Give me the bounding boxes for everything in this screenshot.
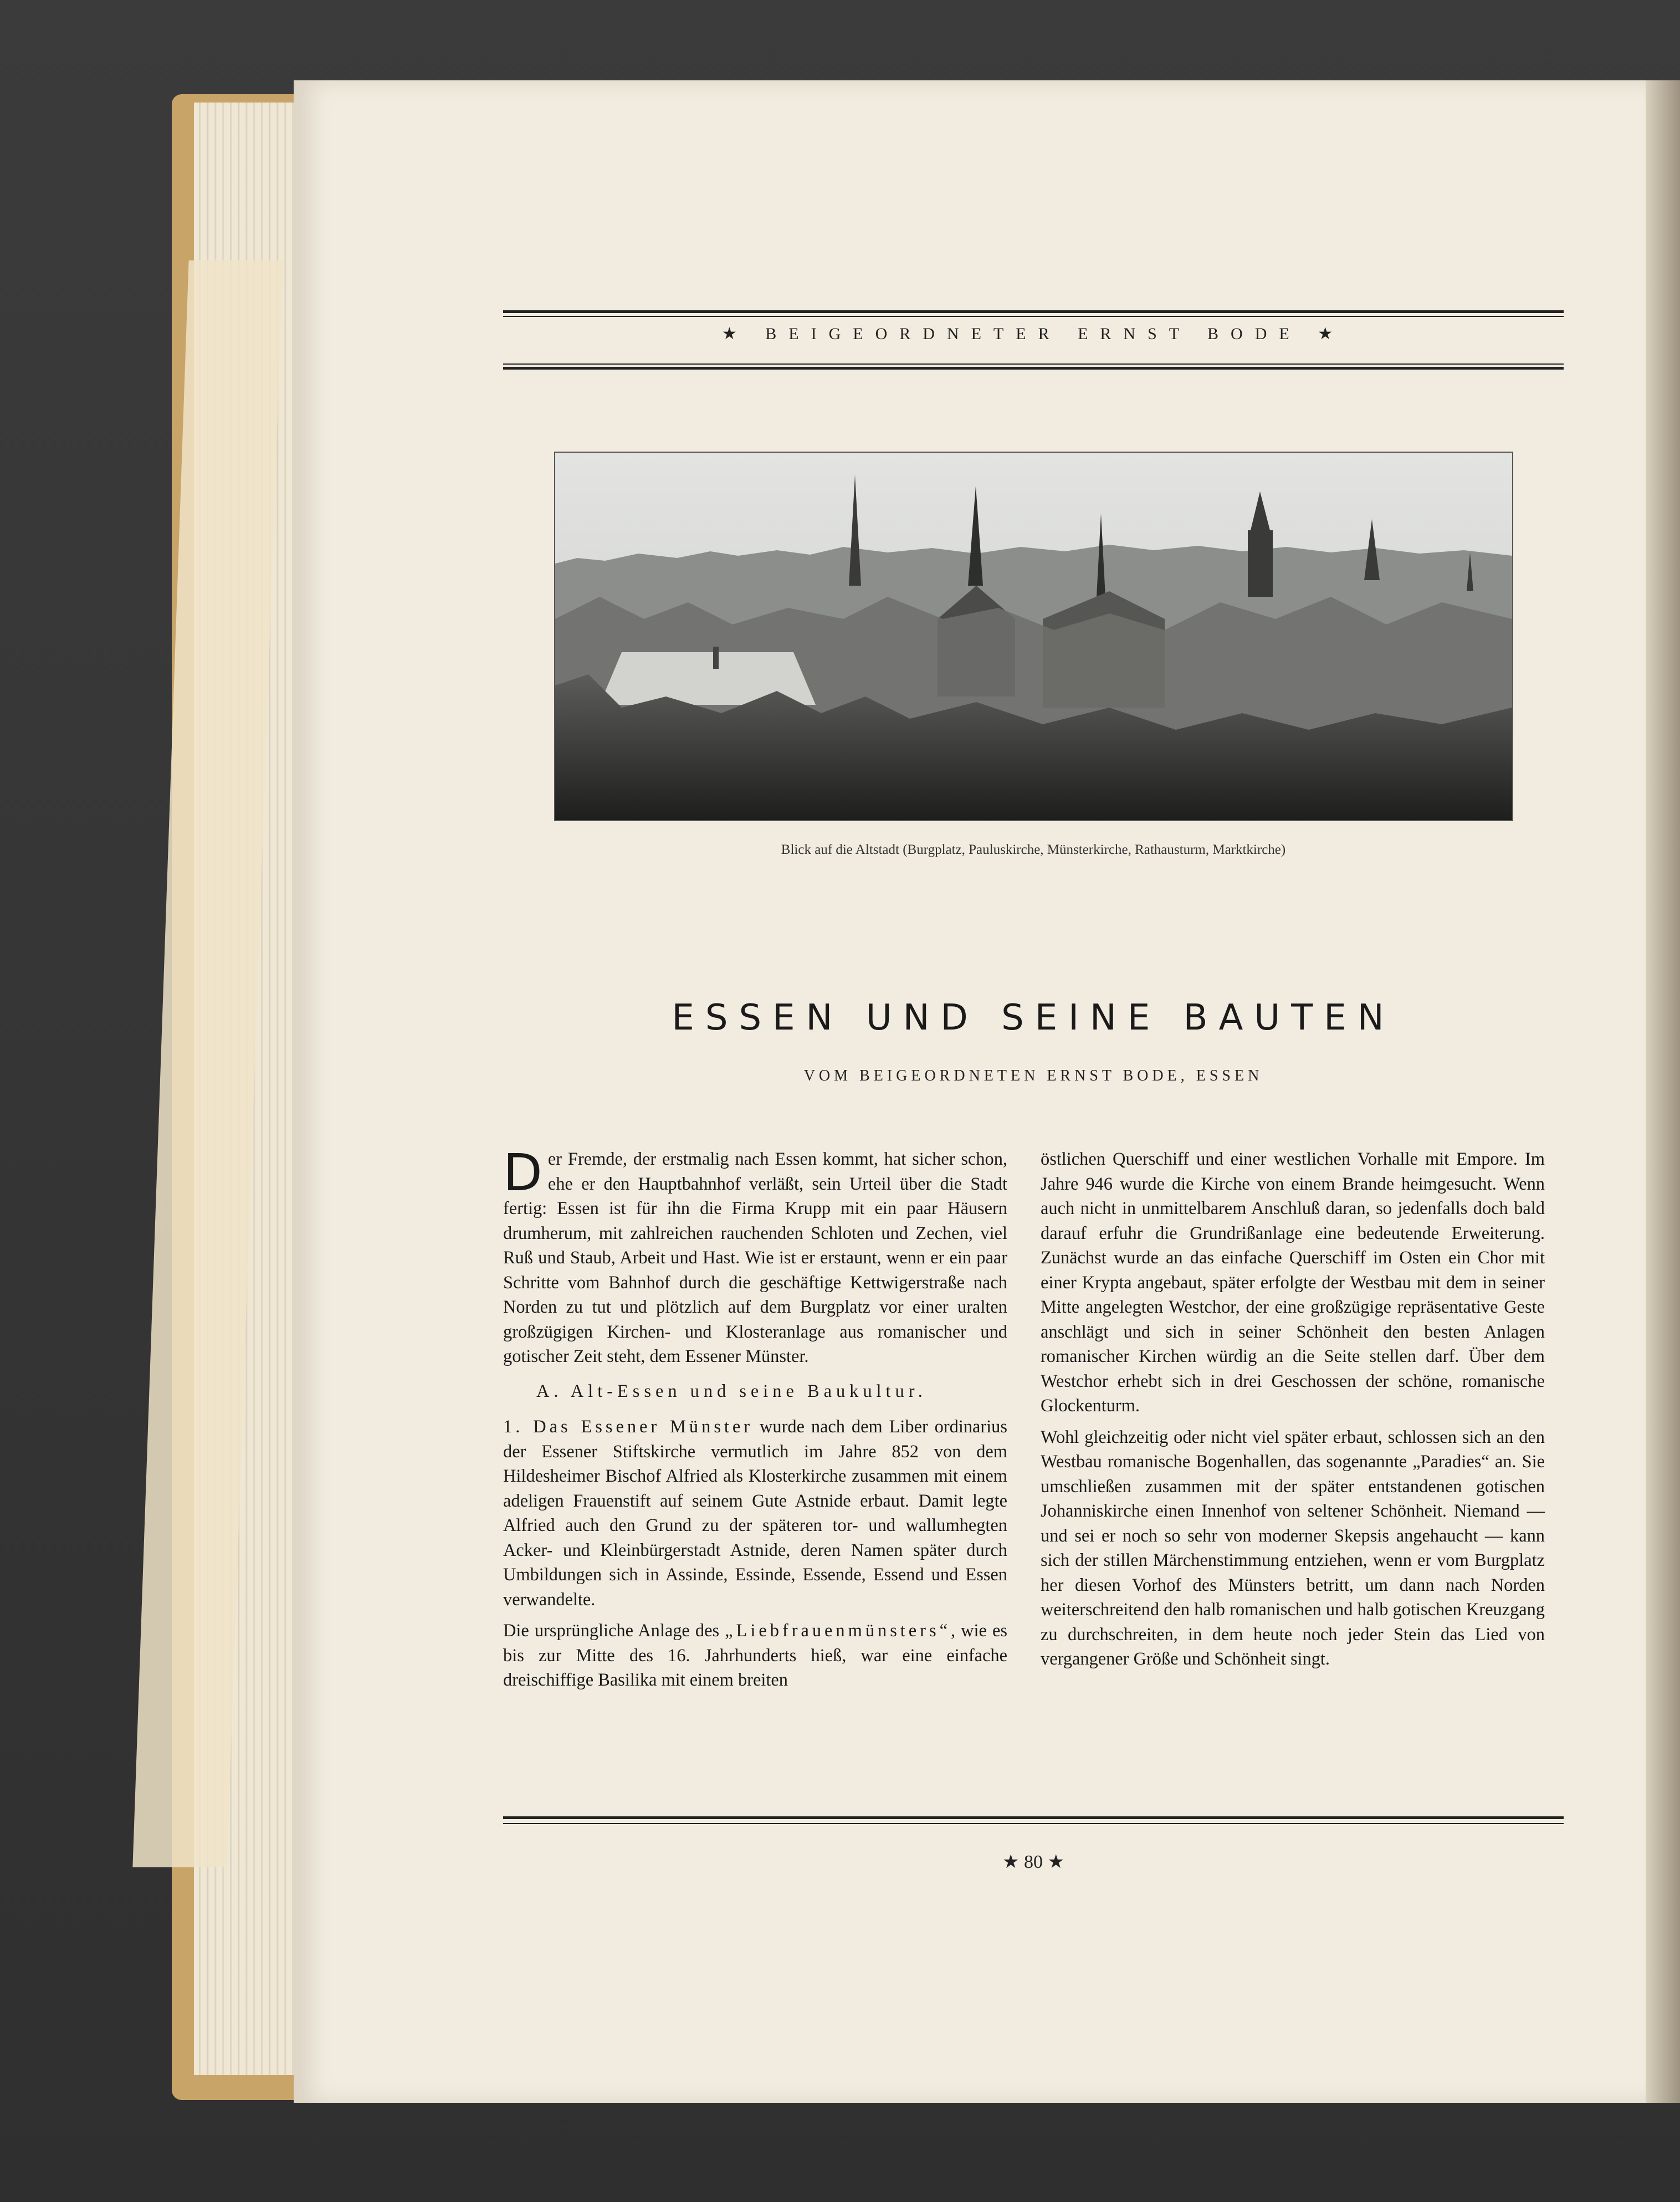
- paragraph-original-layout-name: „Liebfrauenmünsters“: [725, 1621, 951, 1641]
- header-rule-bottom-thick: [503, 367, 1564, 370]
- old-town-photograph: [554, 452, 1513, 821]
- photo-caption: Blick auf die Altstadt (Burgplatz, Pauluskirche, Münsterkirche, Rathausturm, Marktkirche): [781, 842, 1286, 857]
- running-header: ★ BEIGEORDNETER ERNST BODE ★: [721, 325, 1345, 343]
- paragraph-intro: [503, 1143, 1007, 1369]
- paragraph-original-layout-start: Die ursprüngliche Anlage des: [503, 1621, 725, 1641]
- text-column-left: [503, 1143, 1008, 1699]
- paragraph-original-layout: [503, 1619, 1007, 1693]
- article-byline: VOM BEIGEORDNETEN ERNST BODE, ESSEN: [803, 1067, 1263, 1084]
- paragraph-original-layout-end: , wie es bis zur Mitte des 16. Jahrhunderts hieß, war eine einfache dreischiffige Basilika mit einem breiten: [503, 1621, 1008, 1690]
- text-column-right: [1041, 1147, 1545, 1678]
- paragraph-muenster: [503, 1415, 1007, 1612]
- drop-cap: D: [503, 1143, 542, 1202]
- section-heading: A. Alt-Essen und seine Baukultur.: [536, 1381, 927, 1401]
- page-number: ★ 80 ★: [1002, 1852, 1064, 1872]
- paragraph-muenster-text: wurde nach dem Liber ordinarius der Essener Stiftskirche vermutlich im Jahre 852 von dem Hildesheimer Bischof Alfried als Klosterkirche zusammen mit einem adeligen Frauenstift auf seinem Gute Astnide erbaut. Damit legte Alfried auch den Grund zu der späteren tor- und wallumhegten Acker- und Kleinbürgerstadt Astnide, deren Namen später durch Umbildungen sich in Assinde, Essinde, Essende, Essend und Essen verwandelte.: [503, 1417, 1007, 1610]
- footer-rule-thin: [503, 1823, 1564, 1824]
- footer-rule-thick: [503, 1816, 1564, 1819]
- header-rule-top-thin: [503, 316, 1564, 317]
- article-title: ESSEN UND SEINE BAUTEN: [672, 997, 1395, 1038]
- header-rule-top-thick: [503, 310, 1564, 313]
- header-rule-bottom-thin: [503, 363, 1564, 365]
- paragraph-intro-text: er Fremde, der erstmalig nach Essen kommt, hat sicher schon, ehe er den Hauptbahnhof verläßt, sein Urteil über die Stadt fertig: Essen ist für ihn die Firma Krupp mit ein paar Häusern drumherum, mit zahlreichen rauchenden Schloten und Zechen, viel Ruß und Staub, Arbeit und Hast. Wie ist er erstaunt, wenn er ein paar Schritte vom Bahnhof durch die geschäftige Kettwigerstraße nach Norden zu tut und plötzlich auf dem Burgplatz vor einer uralten großzügigen Kirchen- und Klosteranlage aus romanischer und gotischer Zeit steht, dem Essener Münster.: [503, 1149, 1007, 1366]
- paragraph-muenster-lead: 1. Das Essener Münster: [503, 1417, 754, 1437]
- paragraph-extension: östlichen Querschiff und einer westlichen Vorhalle mit Empore. Im Jahre 946 wurde die Kirche von einem Brande heimgesucht. Wenn auch nicht in unmittelbarem Anschluß daran, so jedenfalls doch bald darauf erfuhr die Grundrißanlage eine bedeutende Erweiterung. Zunächst wurde an das einfache Querschiff im Osten ein Chor mit einer Krypta angebaut, später erfolgte der Westbau mit dem in seiner Mitte angelegten Westchor, der eine großzügige repräsentative Geste anschlägt und sich in seiner Schönheit den besten Anlagen romanischer Kirchen würdig an die Seite stellen darf. Über dem Westchor erhebt sich in drei Geschossen der schöne, romanische Glockenturm.: [1041, 1149, 1545, 1416]
- paragraph-paradies: Wohl gleichzeitig oder nicht viel später erbaut, schlossen sich an den Westbau romanische Bogenhallen, das sogenannte „Paradies“ an. Sie umschließen zusammen mit der später entstandenen gotischen Johanniskirche einen Innenhof von seltener Schönheit. Niemand — und sei er noch so sehr von moderner Skepsis angehaucht — kann sich der stillen Märchenstimmung entziehen, wenn er vom Burgplatz her diesen Vorhof des Münsters betritt, um dann nach Norden weiterschreitend den halb romanischen und halb gotischen Kreuzgang zu durchschreiten, in dem heute noch jeder Stein das Lied von vergangener Größe und Schönheit singt.: [1041, 1427, 1545, 1669]
- book-page: [294, 80, 1646, 2103]
- book-gutter: [1646, 80, 1680, 2103]
